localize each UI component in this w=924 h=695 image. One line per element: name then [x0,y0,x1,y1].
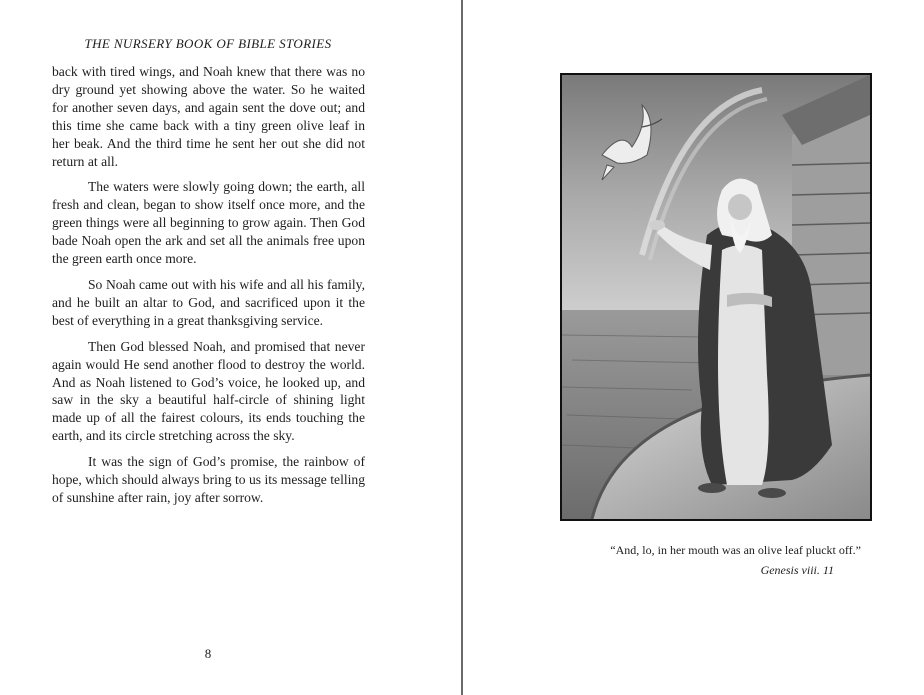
right-page [463,0,924,695]
paragraph: Then God blessed Noah, and promised that never again would He send another flood to destroy the world. And as Noah listened to God’s voice, he looked up, and saw in the sky a beautiful half-circle of shining light made up of all the fairest colours, its ends touching the earth, and its circle stretching across the sky. [52,338,365,444]
illustration-caption: “And, lo, in her mouth was an olive leaf pluckt off.” [610,543,861,557]
running-head: THE NURSERY BOOK OF BIBLE STORIES [84,36,332,51]
paragraph: back with tired wings, and Noah knew that there was no dry ground yet showing above the water. So he waited for another seven days, and again sent the dove out; and this time she came back with a tiny green olive leaf in her beak. And the third time he sent her out she did not return at all. [52,64,365,169]
paragraph: The waters were slowly going down; the earth, all fresh and clean, began to show itself once more, and the green things were all beginning to grow again. Then God bade Noah open the ark and set all the animals free upon the green earth once more. [52,179,365,267]
story-text [52,63,365,515]
page-number: 8 [204,646,212,661]
noah-illustration [560,73,872,521]
paragraph: So Noah came out with his wife and all his family, and he built an altar to God, and sacrificed upon it the best of everything in a great thanksgiving service. [52,276,365,328]
left-page [0,0,461,695]
scripture-reference: Genesis viii. 11 [760,563,834,577]
paragraph: It was the sign of God’s promise, the rainbow of hope, which should always bring to us its message telling of sunshine after rain, joy after sorrow. [52,454,365,505]
